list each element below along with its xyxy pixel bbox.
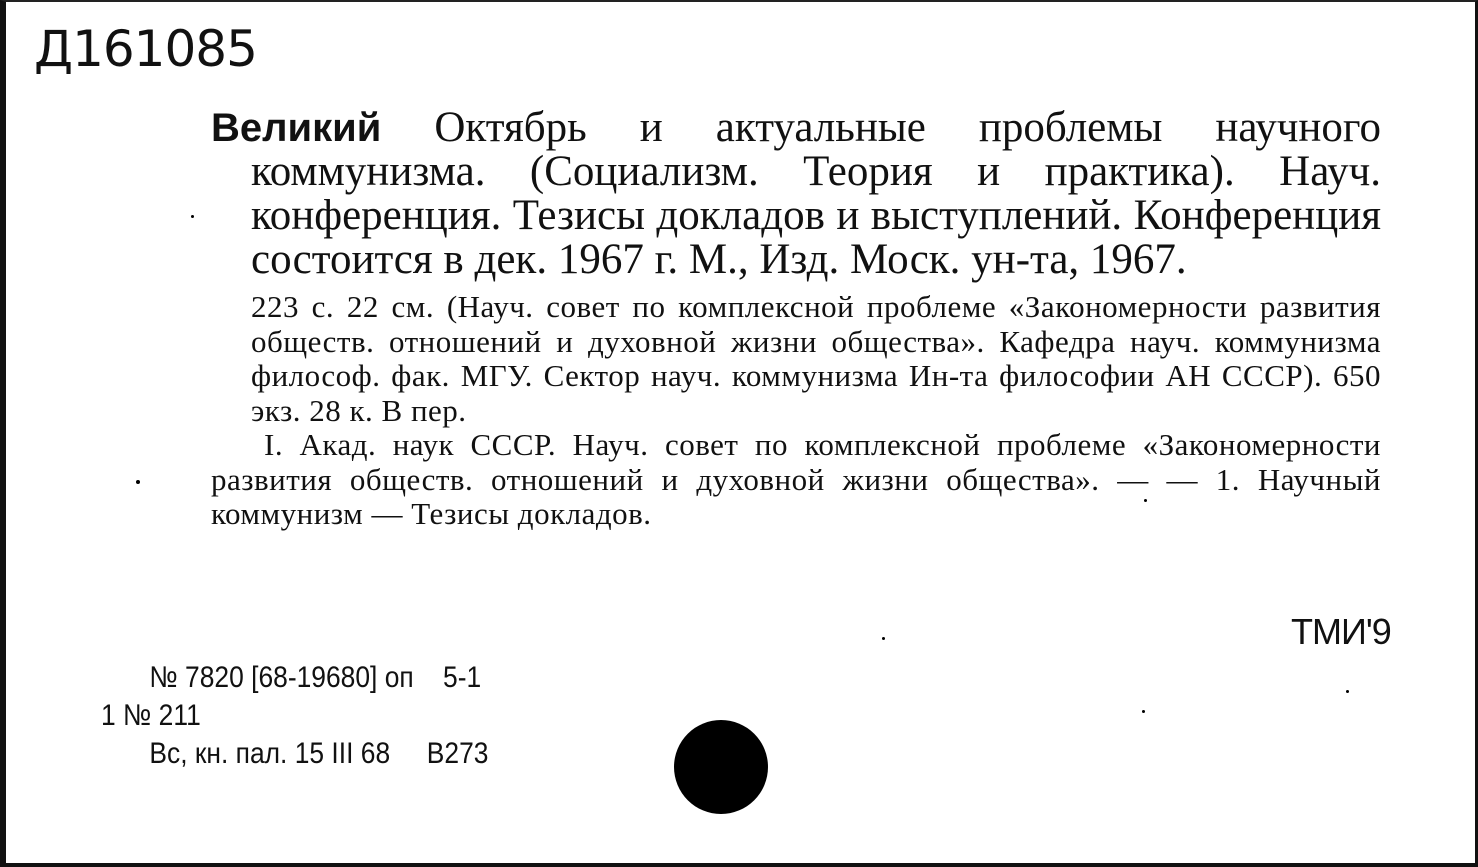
tracing-note: I. Акад. наук СССР. Науч. совет по комплексной проблеме «Закономерности развития обществ. отношений и духовной жизни общества». — — 1. Научный коммунизм — Тезисы докладов. bbox=[211, 427, 1381, 531]
speck-mark bbox=[1144, 499, 1147, 502]
speck-mark bbox=[1346, 690, 1349, 693]
bibliographic-entry bbox=[211, 106, 1381, 532]
title-statement bbox=[211, 106, 1381, 282]
catalog-info-line-2: 1 № 211 bbox=[101, 699, 201, 732]
catalog-info bbox=[101, 659, 488, 773]
title-heading-word: Великий bbox=[211, 106, 382, 150]
catalog-info-line-3: Вс, кн. пал. 15 III 68 В273 bbox=[149, 737, 489, 770]
speck-mark bbox=[1142, 710, 1145, 713]
call-number: Д161085 bbox=[34, 20, 257, 78]
title-text: Октябрь и актуальные проблемы научного коммунизма. (Социализм. Теория и практика). Науч. конференция. Тезисы докладов и выступлений. Конференция состоится в дек. 1967 г. М., Изд. Моск. ун-та, 1967. bbox=[251, 104, 1381, 283]
library-stamp: ТМИ'9 bbox=[1291, 611, 1391, 652]
collation-note: 223 с. 22 см. (Науч. совет по комплексной проблеме «Закономерности развития обществ. отношений и духовной жизни общества». Кафедра науч. коммунизма философ. фак. МГУ. Сектор науч. коммунизма Ин-та философии АН СССР). 650 экз. 28 к. В пер. bbox=[251, 289, 1381, 428]
punch-hole bbox=[674, 720, 768, 814]
speck-mark bbox=[136, 480, 140, 484]
speck-mark bbox=[191, 215, 194, 218]
speck-mark bbox=[882, 637, 885, 640]
catalog-info-line-1: № 7820 [68-19680] оп 5-1 bbox=[149, 661, 482, 694]
